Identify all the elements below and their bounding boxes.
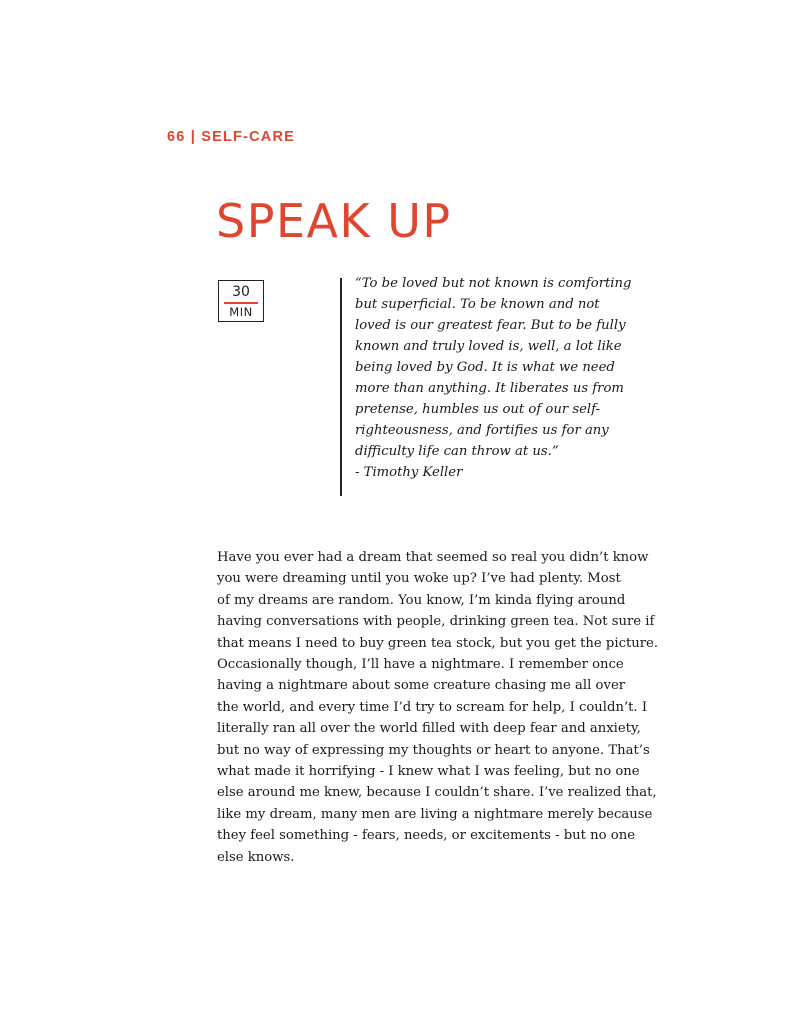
- body-line: Occasionally though, I’ll have a nightmare. I remember once: [217, 657, 624, 673]
- body-line: like my dream, many men are living a nightmare merely because: [217, 806, 653, 822]
- body-line: else around me knew, because I couldn’t share. I’ve realized that,: [217, 785, 657, 801]
- quote-line: being loved by God. It is what we need: [355, 360, 615, 375]
- quote-line: but superficial. To be known and not: [355, 297, 600, 312]
- epigraph-quote: [355, 273, 632, 483]
- quote-line: pretense, humbles us out of our self-: [355, 402, 600, 417]
- quote-attribution: - Timothy Keller: [355, 465, 463, 480]
- quote-divider: [340, 278, 342, 496]
- quote-line: known and truly loved is, well, a lot like: [355, 339, 622, 354]
- body-line: else knows.: [217, 849, 295, 865]
- body-paragraph: [217, 547, 659, 868]
- body-line: of my dreams are random. You know, I’m kinda flying around: [217, 592, 626, 608]
- body-line: Have you ever had a dream that seemed so real you didn’t know: [217, 550, 649, 565]
- quote-line: “To be loved but not known is comforting: [355, 276, 632, 291]
- duration-value: 30: [232, 284, 250, 300]
- body-line: having a nightmare about some creature chasing me all over: [217, 678, 626, 694]
- body-line: the world, and every time I’d try to scream for help, I couldn’t. I: [217, 699, 648, 715]
- duration-divider: [224, 302, 258, 304]
- body-line: having conversations with people, drinking green tea. Not sure if: [217, 614, 655, 630]
- running-head: 66 | SELF-CARE: [167, 129, 296, 145]
- body-line: that means I need to buy green tea stock, but you get the picture.: [217, 635, 659, 651]
- quote-line: difficulty life can throw at us.”: [355, 444, 559, 459]
- body-line: literally ran all over the world filled with deep fear and anxiety,: [217, 721, 641, 737]
- body-line: they feel something - fears, needs, or excitements - but no one: [217, 828, 636, 844]
- duration-unit: MIN: [229, 305, 253, 319]
- quote-line: more than anything. It liberates us from: [355, 381, 624, 396]
- quote-line: righteousness, and fortifies us for any: [355, 423, 609, 438]
- page-title: SPEAK UP: [216, 194, 452, 248]
- duration-badge: [218, 280, 264, 322]
- body-line: what made it horrifying - I knew what I was feeling, but no one: [217, 764, 640, 780]
- quote-line: loved is our greatest fear. But to be fully: [355, 318, 626, 333]
- body-line: but no way of expressing my thoughts or heart to anyone. That’s: [217, 742, 650, 758]
- body-line: you were dreaming until you woke up? I’ve had plenty. Most: [217, 571, 621, 587]
